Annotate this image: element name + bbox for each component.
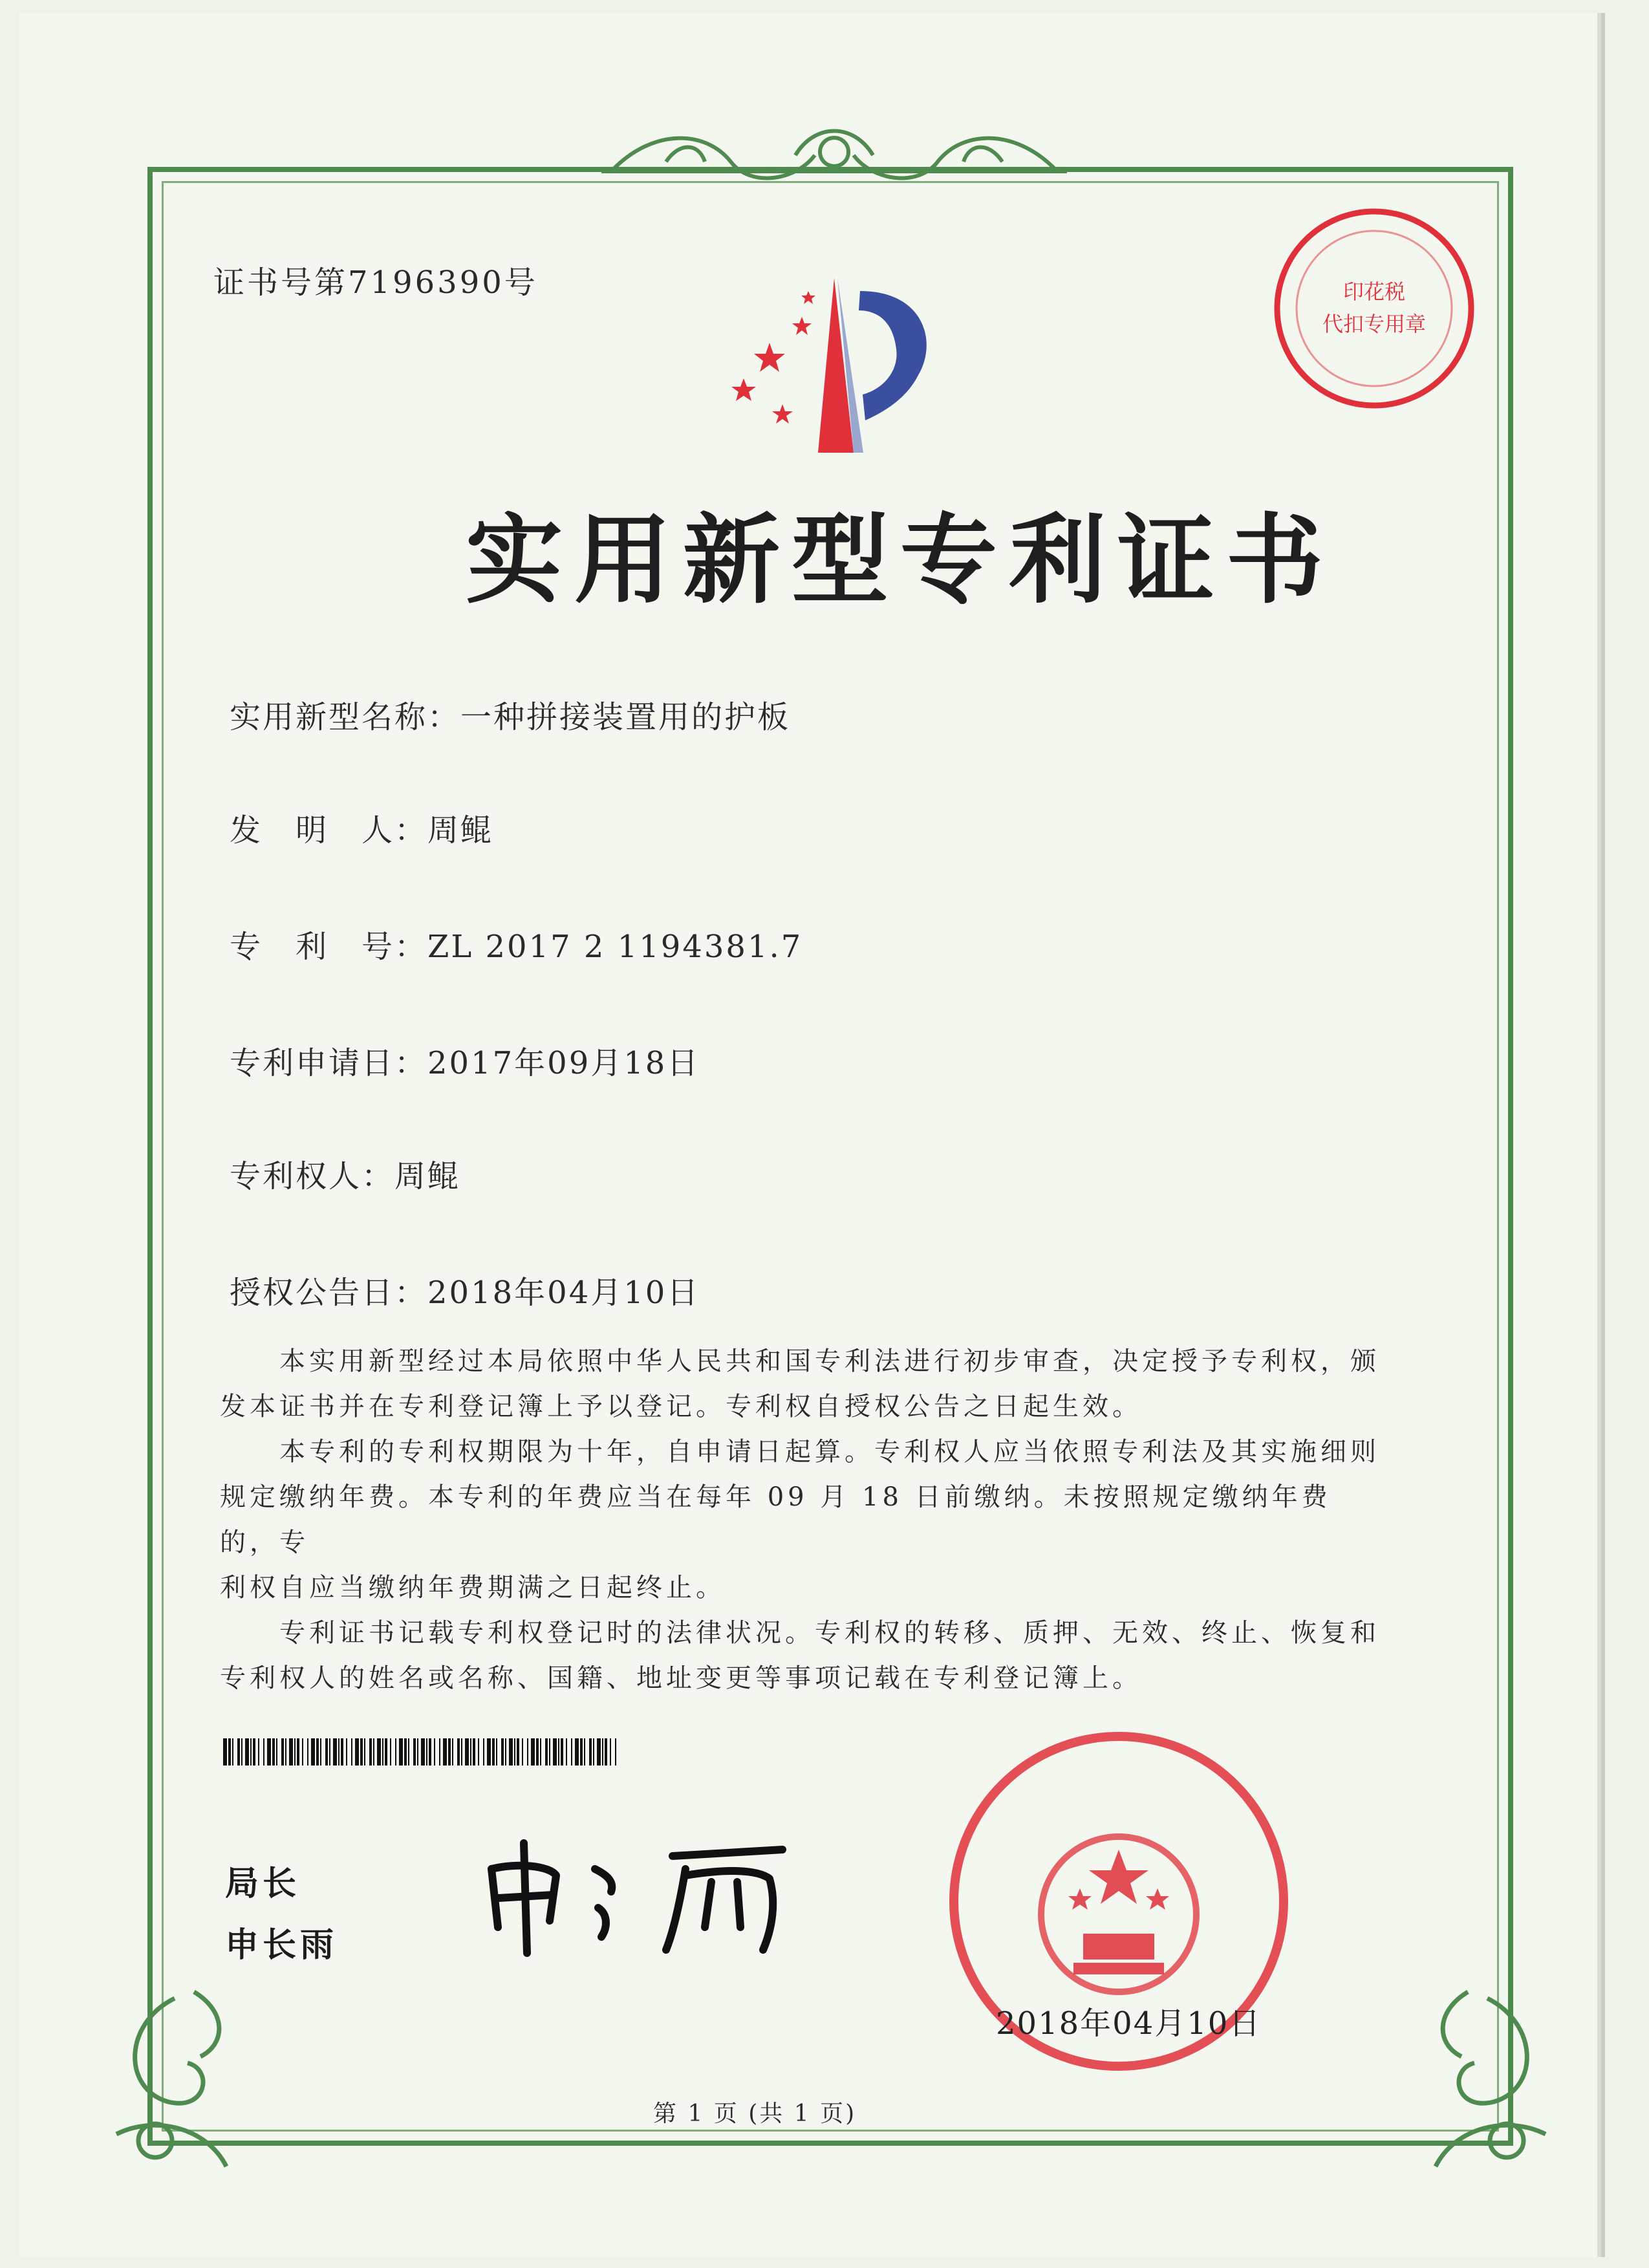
body-line: 本实用新型经过本局依照中华人民共和国专利法进行初步审查，决定授予专利权，颁	[220, 1346, 1380, 1376]
corner-ornament-bottom-left	[97, 1972, 291, 2186]
body-line: 发本证书并在专利登记簿上予以登记。专利权自授权公告之日起生效。	[220, 1392, 1142, 1421]
patent-office-logo	[705, 265, 951, 459]
body-line: 利权自应当缴纳年费期满之日起终止。	[220, 1573, 726, 1603]
page-title: 实用新型专利证书	[466, 504, 1335, 617]
director-signature	[479, 1830, 841, 1960]
tax-stamp-text-2: 代扣专用章	[1322, 312, 1427, 336]
barcode	[223, 1738, 621, 1766]
corner-ornament-bottom-right	[1371, 1972, 1565, 2186]
body-line: 专利证书记载专利权登记时的法律状况。专利权的转移、质押、无效、终止、恢复和	[220, 1618, 1380, 1648]
field-label: 专利权人：	[230, 1158, 395, 1194]
field-application-date	[230, 1038, 700, 1083]
body-text	[220, 1339, 1384, 1701]
field-label: 专利申请日：	[230, 1045, 428, 1081]
tax-stamp-text-1: 印花税	[1342, 279, 1406, 304]
field-grant-date	[230, 1268, 700, 1312]
field-value: 一种拼接装置用的护板	[460, 699, 791, 735]
body-line: 规定缴纳年费。本专利的年费应当在每年 09 月 18 日前缴纳。未按照规定缴纳年费的，专	[220, 1482, 1331, 1557]
top-ornament	[601, 116, 1067, 200]
director-title: 局长	[225, 1864, 301, 1903]
field-label: 发 明 人：	[230, 812, 428, 848]
field-patent-number	[230, 922, 803, 966]
field-utility-name	[230, 692, 790, 737]
field-value: 周鲲	[394, 1158, 461, 1194]
certificate-number: 证书号第7196390号	[213, 265, 538, 301]
field-value: 2018年04月10日	[427, 1275, 700, 1311]
field-value: 2017年09月18日	[427, 1045, 700, 1081]
body-line: 专利权人的姓名或名称、国籍、地址变更等事项记载在专利登记簿上。	[220, 1663, 1142, 1693]
page-footer: 第 1 页 (共 1 页)	[653, 2101, 857, 2127]
tax-stamp	[1267, 202, 1481, 415]
director-name: 申长雨	[225, 1926, 338, 1965]
field-value: ZL 2017 2 1194381.7	[427, 929, 803, 965]
body-line: 本专利的专利权期限为十年，自申请日起算。专利权人应当依照专利法及其实施细则	[220, 1437, 1380, 1467]
field-patentee	[230, 1151, 460, 1196]
seal-date: 2018年04月10日	[996, 2005, 1262, 2042]
field-label: 专 利 号：	[230, 929, 428, 965]
field-label: 实用新型名称：	[230, 699, 461, 735]
field-inventor	[230, 805, 493, 850]
field-value: 周鲲	[427, 812, 494, 848]
field-label: 授权公告日：	[230, 1275, 428, 1311]
